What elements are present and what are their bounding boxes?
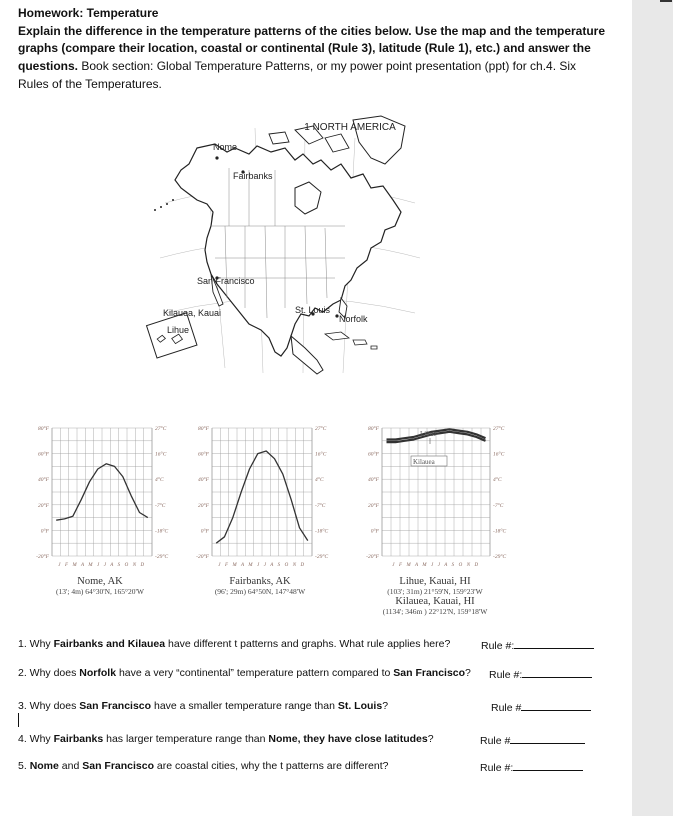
left-scale-tick: 20°F bbox=[37, 502, 49, 509]
right-scale-tick: 4°C bbox=[155, 477, 164, 484]
map-label-lihue: Lihue bbox=[167, 325, 190, 335]
nome-graph bbox=[30, 410, 180, 600]
question-2-post: ? bbox=[465, 667, 471, 679]
hawaii-caption bbox=[355, 576, 515, 616]
left-scale-tick: -20°F bbox=[36, 554, 49, 560]
nome-name: Nome, AK bbox=[77, 576, 123, 587]
right-scale-tick: -18°C bbox=[155, 528, 169, 535]
rule-answer-5 bbox=[480, 760, 583, 774]
hawaii-chart bbox=[360, 410, 520, 575]
rule-label: Rule #: bbox=[489, 669, 523, 681]
question-5 bbox=[18, 760, 388, 772]
kilauea-name: Kilauea, Kauai, HI bbox=[395, 596, 475, 607]
rule-answer-3 bbox=[491, 700, 591, 714]
right-scale-tick: 27°C bbox=[493, 426, 505, 432]
map-label-norfolk: Norfolk bbox=[339, 314, 368, 324]
fairbanks-coords: (96'; 29m) 64°50N, 147°48'W bbox=[214, 587, 306, 596]
question-5-b1: Nome bbox=[29, 760, 59, 772]
rule-answer-4 bbox=[480, 733, 585, 747]
right-scale-tick: 4°C bbox=[493, 477, 502, 484]
question-3-post: ? bbox=[382, 700, 389, 712]
question-3-b1: San Francisco bbox=[79, 700, 152, 712]
rule-label: Rule # bbox=[480, 735, 511, 747]
rule-answer-blank[interactable] bbox=[513, 760, 583, 771]
question-1-b1: Fairbanks and Kilauea bbox=[53, 638, 166, 650]
fairbanks-graph bbox=[190, 410, 340, 600]
left-scale-tick: 60°F bbox=[37, 451, 49, 458]
lihue-series-label: Lihue bbox=[420, 430, 437, 438]
rule-label: Rule #: bbox=[480, 762, 514, 774]
lihue-coords: (103'; 31m) 21°59'N, 159°23'W bbox=[387, 587, 483, 596]
left-scale-tick: 0°F bbox=[370, 528, 379, 535]
left-scale-tick: 20°F bbox=[367, 502, 379, 509]
rule-answer-blank[interactable] bbox=[522, 667, 592, 678]
map-label-nome: Nome bbox=[213, 142, 238, 152]
month-axis-labels: J F M A M J J A S O N D bbox=[392, 563, 480, 568]
fairbanks-caption bbox=[190, 576, 330, 596]
left-scale-tick: -20°F bbox=[196, 554, 209, 560]
question-4-b1: Fairbanks bbox=[53, 733, 104, 745]
question-5-pre: 5. bbox=[18, 760, 30, 772]
fairbanks-name: Fairbanks, AK bbox=[229, 576, 291, 587]
right-scale-tick: -29°C bbox=[493, 554, 507, 560]
question-2-b1: Norfolk bbox=[79, 667, 117, 679]
left-scale-tick: 60°F bbox=[197, 451, 209, 458]
question-1 bbox=[18, 638, 450, 650]
left-scale-tick: 80°F bbox=[197, 426, 209, 432]
right-scale-tick: -7°C bbox=[493, 502, 504, 509]
map-label-san-francisco: San Francisco bbox=[197, 276, 255, 286]
rule-answer-blank[interactable] bbox=[521, 700, 591, 711]
right-scale-tick: -18°C bbox=[493, 528, 507, 535]
right-scale-tick: -29°C bbox=[155, 554, 169, 560]
question-5-mid: and bbox=[58, 760, 83, 772]
right-scale-tick: -7°C bbox=[315, 502, 326, 509]
left-scale-tick: 80°F bbox=[367, 426, 379, 432]
left-scale-tick: 80°F bbox=[37, 426, 49, 432]
question-5-b2: San Francisco bbox=[82, 760, 155, 772]
north-america-map bbox=[145, 108, 435, 393]
rule-answer-blank[interactable] bbox=[510, 733, 585, 744]
question-5-post: are coastal cities, why the t patterns are different? bbox=[154, 760, 389, 772]
question-1-pre: 1. Why bbox=[18, 638, 54, 650]
right-scale-tick: 27°C bbox=[315, 426, 327, 432]
left-scale-tick: 40°F bbox=[37, 477, 49, 484]
homework-header bbox=[18, 5, 608, 94]
left-scale-tick: -20°F bbox=[366, 554, 379, 560]
right-scale-tick: 16°C bbox=[155, 451, 167, 458]
rule-label: Rule # bbox=[491, 702, 522, 714]
map-label-st-louis: St. Louis bbox=[295, 305, 331, 315]
question-4-mid: has larger temperature range than bbox=[103, 733, 269, 745]
question-4-pre: 4. Why bbox=[18, 733, 54, 745]
month-axis-labels: J F M A M J J A S O N D bbox=[58, 563, 146, 568]
right-scale-tick: -18°C bbox=[315, 528, 329, 535]
text-cursor bbox=[18, 713, 19, 727]
nome-chart bbox=[30, 410, 180, 575]
question-3-mid: have a smaller temperature range than bbox=[151, 700, 338, 712]
map-label-fairbanks: Fairbanks bbox=[233, 171, 273, 181]
question-2-mid: have a very “continental” temperature pattern compared to bbox=[116, 667, 394, 679]
homework-title: Homework: Temperature bbox=[18, 6, 159, 20]
left-scale-tick: 0°F bbox=[200, 528, 209, 535]
map-title: 1 NORTH AMERICA bbox=[304, 122, 396, 133]
right-scale-tick: 16°C bbox=[493, 451, 505, 458]
instructions-plain: Book section: Global Temperature Patterns, or my power point presentation (ppt) for ch.4. Six Rules of the Temperatures. bbox=[18, 59, 577, 91]
right-scale-tick: 16°C bbox=[315, 451, 327, 458]
month-axis-labels: J F M A M J J A S O N D bbox=[218, 563, 306, 568]
rule-label: Rule #: bbox=[481, 640, 515, 652]
kilauea-coords: (1134'; 346m ) 22°12'N, 159°18'W bbox=[382, 607, 488, 616]
nome-caption bbox=[30, 576, 170, 596]
kilauea-series-label: Kilauea bbox=[413, 458, 435, 466]
instructions-bold: Explain the difference in the temperature patterns of the cities below. Use the map and the temperature graphs (compare their location, coastal or continental (Rule 3), latitude (Rule 1), etc.) and answer the questions. bbox=[18, 23, 606, 74]
right-scale-tick: 27°C bbox=[155, 426, 167, 432]
left-scale-tick: 20°F bbox=[197, 502, 209, 509]
question-3-b2: St. Louis bbox=[337, 700, 383, 712]
lihue-name: Lihue, Kauai, HI bbox=[399, 576, 471, 587]
rule-answer-1 bbox=[481, 638, 594, 652]
right-scale-tick: -29°C bbox=[315, 554, 329, 560]
hawaii-graph bbox=[360, 410, 520, 600]
question-2 bbox=[18, 667, 471, 679]
rule-answer-2 bbox=[489, 667, 592, 681]
fairbanks-chart bbox=[190, 410, 340, 575]
question-3 bbox=[18, 700, 388, 712]
question-4-post: ? bbox=[427, 733, 434, 745]
question-2-pre: 2. Why does bbox=[18, 667, 80, 679]
right-scale-tick: -7°C bbox=[155, 502, 166, 509]
left-scale-tick: 60°F bbox=[367, 451, 379, 458]
left-scale-tick: 40°F bbox=[367, 477, 379, 484]
question-1-mid: have different t patterns and graphs. What rule applies here? bbox=[165, 638, 451, 650]
question-4 bbox=[18, 733, 434, 745]
nome-coords: (13'; 4m) 64°30'N, 165°20'W bbox=[56, 587, 144, 596]
left-scale-tick: 0°F bbox=[40, 528, 49, 535]
rule-answer-blank[interactable] bbox=[514, 638, 594, 649]
question-4-b2: Nome, they have close latitudes bbox=[268, 733, 428, 745]
question-2-b2: San Francisco bbox=[393, 667, 466, 679]
question-3-pre: 3. Why does bbox=[18, 700, 80, 712]
right-scale-tick: 4°C bbox=[315, 477, 324, 484]
left-scale-tick: 40°F bbox=[197, 477, 209, 484]
map-label-kilauea: Kilauea, Kauai bbox=[163, 308, 222, 318]
